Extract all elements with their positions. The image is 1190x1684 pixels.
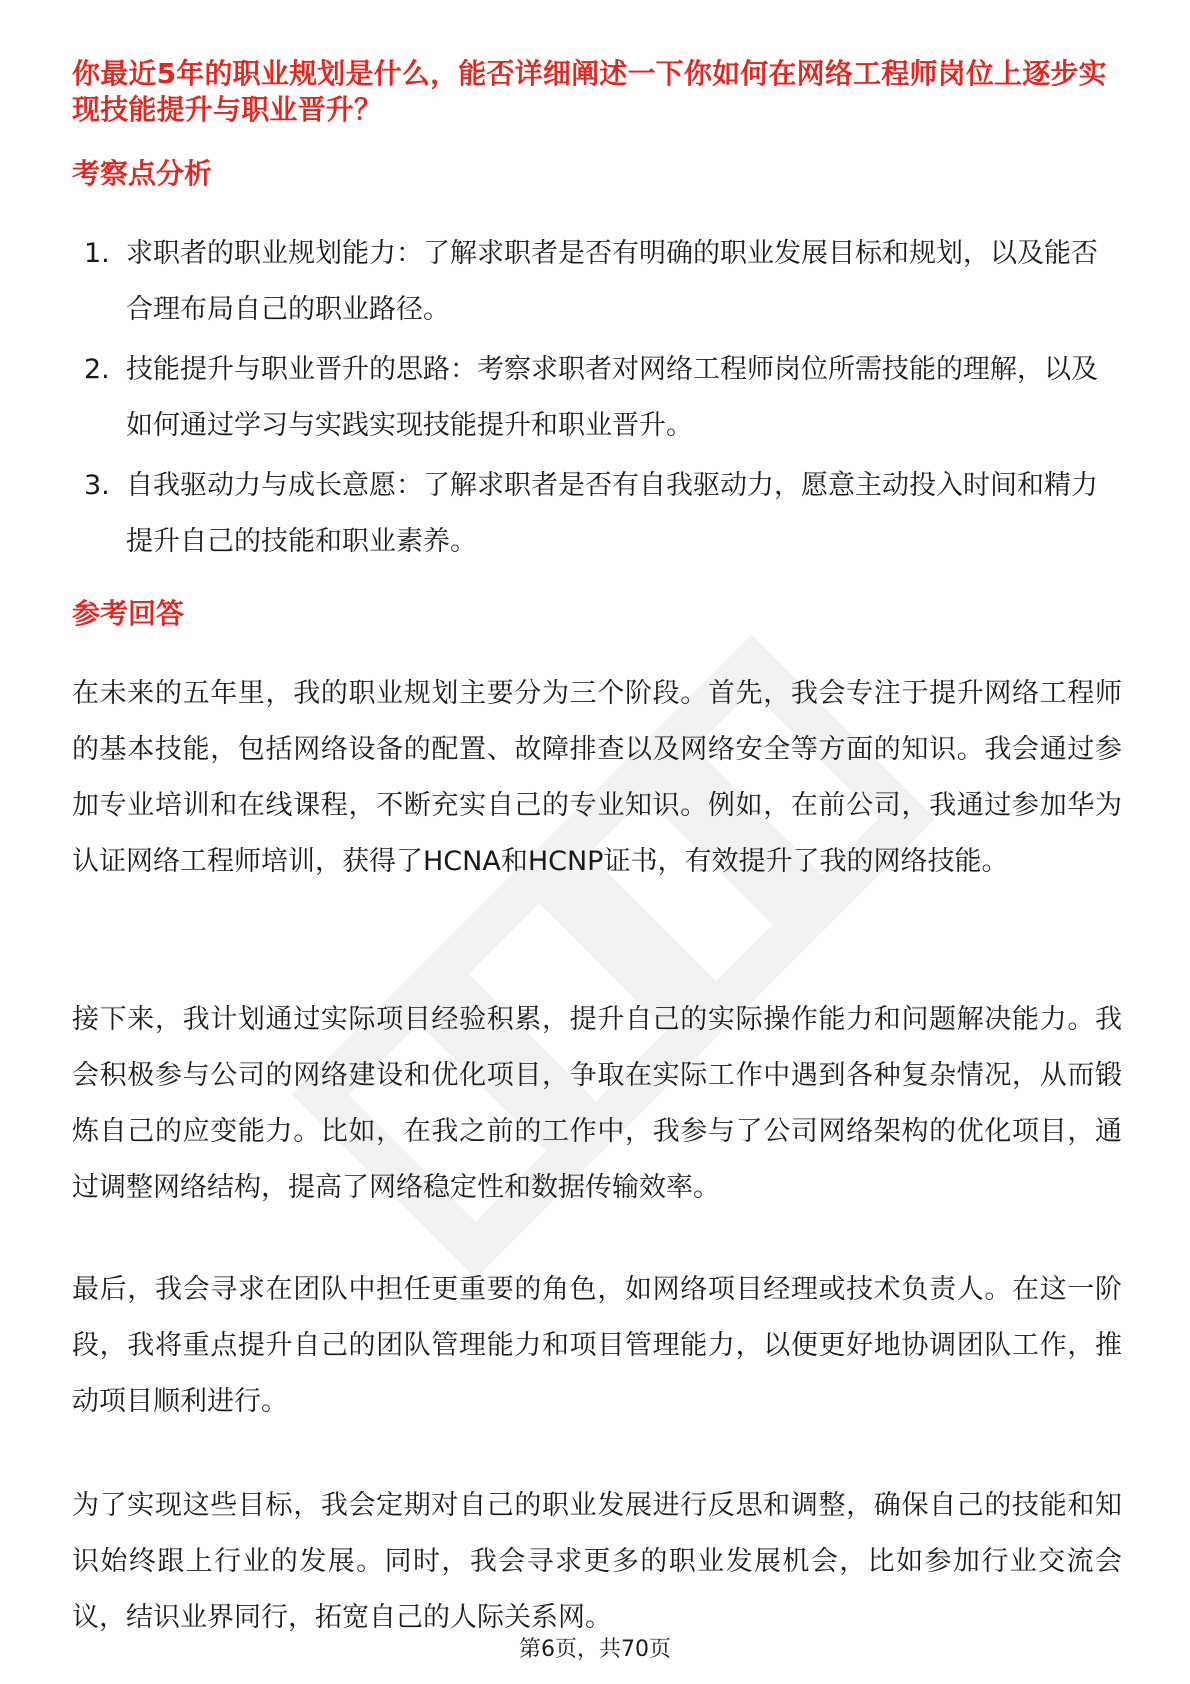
- analysis-heading: 考察点分析: [72, 157, 213, 190]
- answer-paragraph: 最后，我会寻求在团队中担任更重要的角色，如网络项目经理或技术负责人。在这一阶段，我将重点提升自己的团队管理能力和项目管理能力，以便更好地协调团队工作，推动项目顺利进行。: [72, 1274, 1122, 1417]
- analysis-point: [72, 342, 1122, 454]
- page-footer: 第6页，共70页: [519, 1637, 671, 1662]
- point-text: 求职者的职业规划能力：了解求职者是否有明确的职业发展目标和规划，以及能否合理布局自己的职业路径。: [126, 238, 1098, 325]
- answer-paragraph: 接下来，我计划通过实际项目经验积累，提升自己的实际操作能力和问题解决能力。我会积极参与公司的网络建设和优化项目，争取在实际工作中遇到各种复杂情况，从而锻炼自己的应变能力。比如，在我之前的工作中，我参与了公司网络架构的优化项目，通过调整网络结构，提高了网络稳定性和数据传输效率。: [72, 1004, 1122, 1203]
- point-number: 3.: [84, 470, 110, 501]
- analysis-point: [72, 458, 1122, 570]
- analysis-points-list: [72, 226, 1122, 574]
- point-text: 技能提升与职业晋升的思路：考察求职者对网络工程师岗位所需技能的理解，以及如何通过学习与实践实现技能提升和职业晋升。: [126, 354, 1098, 441]
- answer-paragraph: 在未来的五年里，我的职业规划主要分为三个阶段。首先，我会专注于提升网络工程师的基本技能，包括网络设备的配置、故障排查以及网络安全等方面的知识。我会通过参加专业培训和在线课程，不断充实自己的专业知识。例如，在前公司，我通过参加华为认证网络工程师培训，获得了HCNA和HCNP证书，有效提升了我的网络技能。: [72, 678, 1122, 877]
- point-number: 1.: [84, 238, 110, 269]
- answer-heading: 参考回答: [72, 597, 185, 630]
- point-text: 自我驱动力与成长意愿：了解求职者是否有自我驱动力，愿意主动投入时间和精力提升自己的技能和职业素养。: [126, 470, 1098, 557]
- answer-paragraph: 为了实现这些目标，我会定期对自己的职业发展进行反思和调整，确保自己的技能和知识始终跟上行业的发展。同时，我会寻求更多的职业发展机会，比如参加行业交流会议，结识业界同行，拓宽自己的人际关系网。: [72, 1490, 1122, 1633]
- point-number: 2.: [84, 354, 110, 385]
- analysis-point: [72, 226, 1122, 338]
- question-title: 你最近5年的职业规划是什么，能否详细阐述一下你如何在网络工程师岗位上逐步实现技能提升与职业晋升？: [72, 57, 1107, 126]
